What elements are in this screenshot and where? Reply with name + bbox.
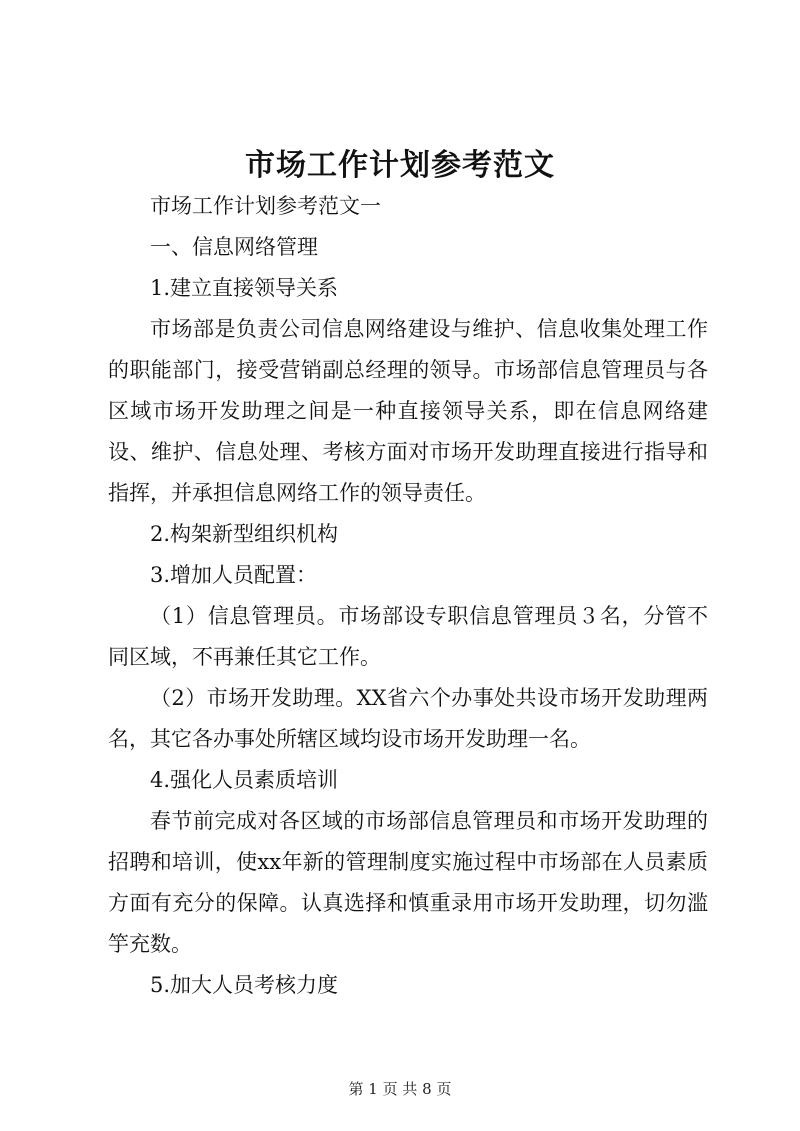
document-body bbox=[108, 186, 708, 1006]
list-item: （1）信息管理员。市场部设专职信息管理员３名，分管不同区域，不再兼任其它工作。 bbox=[108, 604, 708, 669]
section-heading: 一、信息网络管理 bbox=[150, 235, 318, 259]
body-paragraph: 春节前完成对各区域的市场部信息管理员和市场开发助理的招聘和培训，使xx年新的管理制度实施过程中市场部在人员素质方面有充分的保障。认真选择和慎重录用市场开发助理，切勿滥竽充数。 bbox=[108, 809, 708, 956]
subsection-heading: 5.加大人员考核力度 bbox=[150, 973, 339, 997]
subsection-heading: 3.增加人员配置： bbox=[150, 563, 318, 587]
list-item: （2）市场开发助理。XX省六个办事处共设市场开发助理两名，其它各办事处所辖区域均设市场开发助理一名。 bbox=[108, 686, 708, 751]
subsection-heading: 2.构架新型组织机构 bbox=[150, 522, 339, 546]
subsection-heading: 4.强化人员素质培训 bbox=[150, 768, 339, 792]
document-title: 市场工作计划参考范文 bbox=[245, 148, 555, 183]
page-number: 第 1 页 共 8 页 bbox=[348, 1080, 452, 1098]
body-paragraph: 市场部是负责公司信息网络建设与维护、信息收集处理工作的职能部门，接受营销副总经理的领导。市场部信息管理员与各区域市场开发助理之间是一种直接领导关系，即在信息网络建设、维护、信息处理、考核方面对市场开发助理直接进行指导和指挥，并承担信息网络工作的领导责任。 bbox=[108, 317, 708, 505]
section-heading: 市场工作计划参考范文一 bbox=[150, 194, 381, 218]
subsection-heading: 1.建立直接领导关系 bbox=[150, 276, 339, 300]
